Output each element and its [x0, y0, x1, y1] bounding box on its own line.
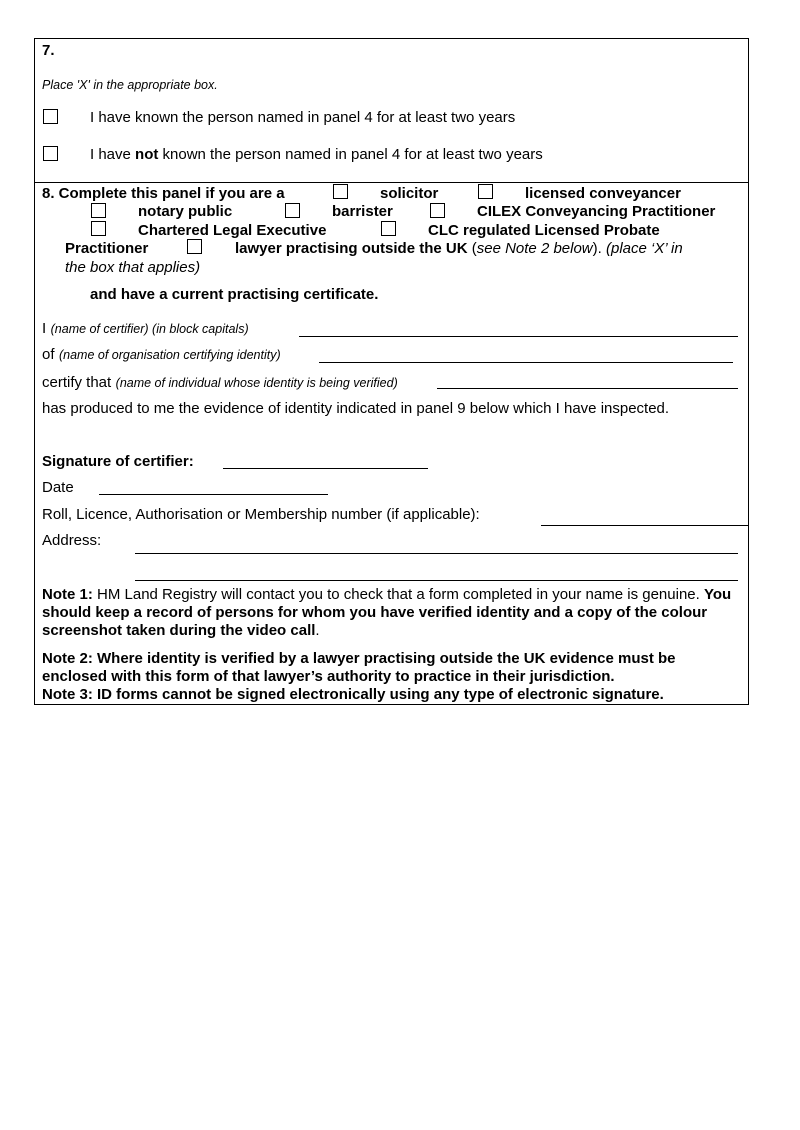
- clc-probate-label: CLC regulated Licensed Probate: [428, 222, 660, 239]
- address-field-line-1[interactable]: [135, 553, 738, 554]
- barrister-label: barrister: [332, 203, 393, 220]
- panel-7-instruction: Place 'X' in the appropriate box.: [42, 78, 218, 92]
- not-known-checkbox[interactable]: [43, 146, 58, 161]
- organisation-label: of (name of organisation certifying identity): [42, 346, 281, 363]
- lawyer-outside-uk-label: lawyer practising outside the UK (see Note 2 below). (place ‘X’ in: [235, 240, 683, 257]
- note-2: Note 2: Where identity is verified by a lawyer practising outside the UK evidence must be enclosed with this form of that lawyer’s authority to practice in their jurisdiction.: [42, 650, 676, 685]
- cilex-checkbox[interactable]: [430, 203, 445, 218]
- known-option-label: I have known the person named in panel 4 for at least two years: [90, 109, 516, 126]
- barrister-checkbox[interactable]: [285, 203, 300, 218]
- individual-field[interactable]: [437, 388, 738, 389]
- licensed-conveyancer-label: licensed conveyancer: [525, 185, 681, 202]
- known-checkbox[interactable]: [43, 109, 58, 124]
- solicitor-label: solicitor: [380, 185, 439, 202]
- signature-field[interactable]: [223, 468, 428, 469]
- certifier-name-field[interactable]: [299, 336, 738, 337]
- lawyer-outside-uk-checkbox[interactable]: [187, 239, 202, 254]
- panel-7-number: 7.: [42, 42, 55, 59]
- address-field-line-2[interactable]: [135, 580, 738, 581]
- roll-number-field[interactable]: [541, 525, 748, 526]
- panel-8-intro: 8. Complete this panel if you are a: [42, 185, 285, 202]
- practitioner-label: Practitioner: [65, 240, 149, 257]
- notary-public-label: notary public: [138, 203, 233, 220]
- cilex-label: CILEX Conveyancing Practitioner: [477, 203, 716, 220]
- signature-label: Signature of certifier:: [42, 453, 194, 470]
- date-label: Date: [42, 479, 74, 496]
- clc-probate-checkbox[interactable]: [381, 221, 396, 236]
- individual-label: certify that (name of individual whose identity is being verified): [42, 374, 398, 391]
- notary-public-checkbox[interactable]: [91, 203, 106, 218]
- licensed-conveyancer-checkbox[interactable]: [478, 184, 493, 199]
- certifier-name-label: I (name of certifier) (in block capitals): [42, 320, 249, 337]
- chartered-legal-executive-label: Chartered Legal Executive: [138, 222, 327, 239]
- date-field[interactable]: [99, 494, 328, 495]
- roll-number-label: Roll, Licence, Authorisation or Membership number (if applicable):: [42, 506, 480, 523]
- chartered-legal-executive-checkbox[interactable]: [91, 221, 106, 236]
- note-1: Note 1: HM Land Registry will contact you to check that a form completed in your name is genuine. You should keep a record of persons for whom you have verified identity and a copy of the colour screenshot taken during the video call.: [42, 586, 732, 639]
- organisation-field[interactable]: [319, 362, 733, 363]
- place-x-instruction: the box that applies): [65, 259, 201, 276]
- not-known-option-label: I have not known the person named in panel 4 for at least two years: [90, 146, 543, 163]
- address-label: Address:: [42, 532, 102, 549]
- current-certificate-text: and have a current practising certificate.: [90, 286, 379, 303]
- note-3: Note 3: ID forms cannot be signed electronically using any type of electronic signature.: [42, 686, 664, 703]
- produced-evidence-text: has produced to me the evidence of identity indicated in panel 9 below which I have inspected.: [42, 400, 670, 417]
- solicitor-checkbox[interactable]: [333, 184, 348, 199]
